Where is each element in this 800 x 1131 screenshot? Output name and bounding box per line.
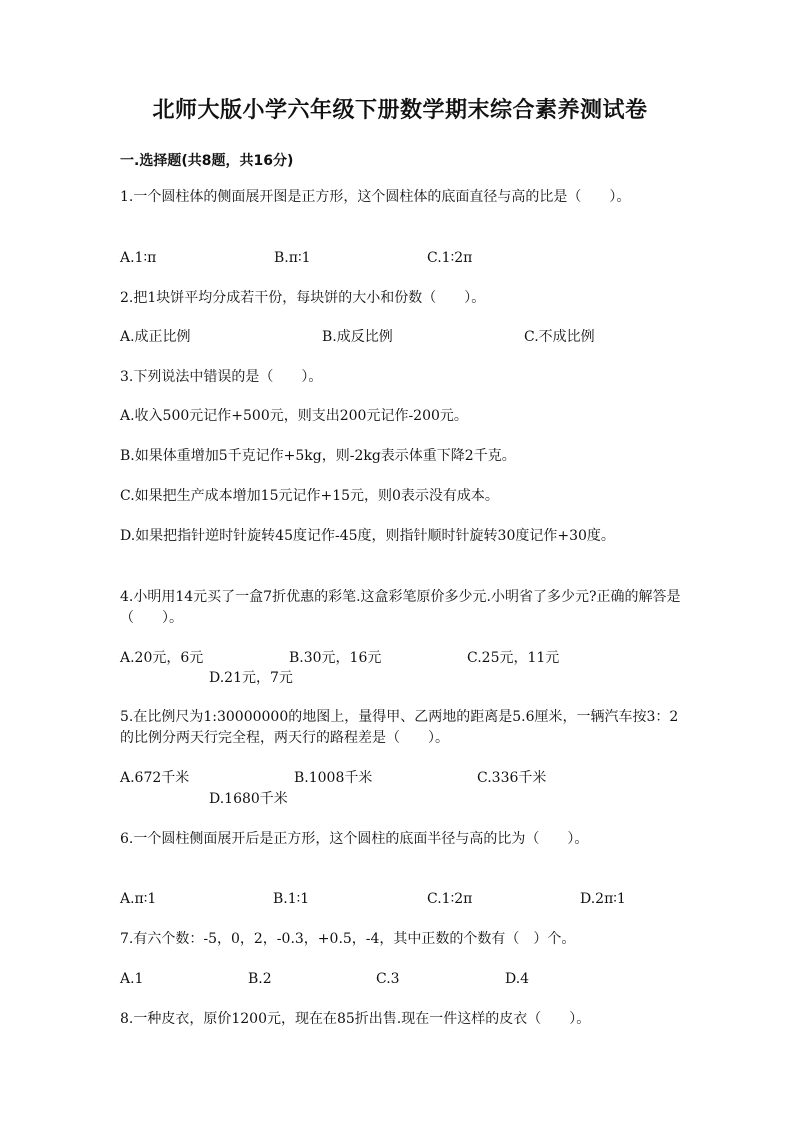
question-stem-3: 3.下列说法中错误的是（ ）。 xyxy=(120,369,323,385)
option-1a: A.1∶π xyxy=(120,250,157,266)
option-5a: A.672千米 xyxy=(120,770,190,786)
option-5b: B.1008千米 xyxy=(294,770,373,786)
question-stem-5: 5.在比例尺为1:30000000的地图上，量得甲、乙两地的距离是5.6厘米，一辆汽车按3：2的比例分两天行完全程，两天行的路程差是（ ）。 xyxy=(120,709,679,746)
option-7b: B.2 xyxy=(248,971,272,987)
option-4c: C.25元，11元 xyxy=(467,650,560,666)
option-4a: A.20元，6元 xyxy=(120,650,204,666)
option-6c: C.1∶2π xyxy=(427,891,473,907)
page-title: 北师大版小学六年级下册数学期末综合素养测试卷 xyxy=(152,98,648,123)
option-6b: B.1∶1 xyxy=(273,891,310,907)
option-2c: C.不成比例 xyxy=(524,329,595,345)
option-3b: B.如果体重增加5千克记作+5kg，则-2kg表示体重下降2千克。 xyxy=(120,448,516,464)
section-heading: 一.选择题(共8题，共16分) xyxy=(120,153,294,169)
option-6a: A.π∶1 xyxy=(120,891,157,907)
option-5d: D.1680千米 xyxy=(209,791,288,807)
option-7d: D.4 xyxy=(505,971,530,987)
option-3c: C.如果把生产成本增加15元记作+15元，则0表示没有成本。 xyxy=(120,488,499,504)
option-7a: A.1 xyxy=(120,971,144,987)
option-3d: D.如果把指针逆时针旋转45度记作-45度，则指针顺时针旋转30度记作+30度。 xyxy=(120,528,615,544)
question-stem-6: 6.一个圆柱侧面展开后是正方形，这个圆柱的底面半径与高的比为（ ）。 xyxy=(120,831,589,847)
option-6d: D.2π∶1 xyxy=(580,891,626,907)
option-5c: C.336千米 xyxy=(477,770,547,786)
question-stem-4: 4.小明用14元买了一盒7折优惠的彩笔.这盒彩笔原价多少元.小明省了多少元?正确的解答是（ ）。 xyxy=(120,589,681,626)
option-4b: B.30元，16元 xyxy=(289,650,382,666)
question-stem-1: 1.一个圆柱体的侧面展开图是正方形，这个圆柱体的底面直径与高的比是（ ）。 xyxy=(120,189,631,205)
option-1c: C.1∶2π xyxy=(427,250,473,266)
option-3a: A.收入500元记作+500元，则支出200元记作-200元。 xyxy=(120,408,468,424)
question-stem-2: 2.把1块饼平均分成若干份，每块饼的大小和份数（ ）。 xyxy=(120,290,486,306)
question-stem-8: 8.一种皮衣，原价1200元，现在在85折出售.现在一件这样的皮衣（ ）。 xyxy=(120,1011,591,1027)
option-7c: C.3 xyxy=(376,971,400,987)
option-4d: D.21元，7元 xyxy=(209,670,293,686)
question-stem-7: 7.有六个数：-5，0，2，-0.3，+0.5，-4，其中正数的个数有（ ）个。 xyxy=(120,931,576,947)
option-1b: B.π∶1 xyxy=(274,250,311,266)
option-2a: A.成正比例 xyxy=(120,329,191,345)
option-2b: B.成反比例 xyxy=(322,329,393,345)
